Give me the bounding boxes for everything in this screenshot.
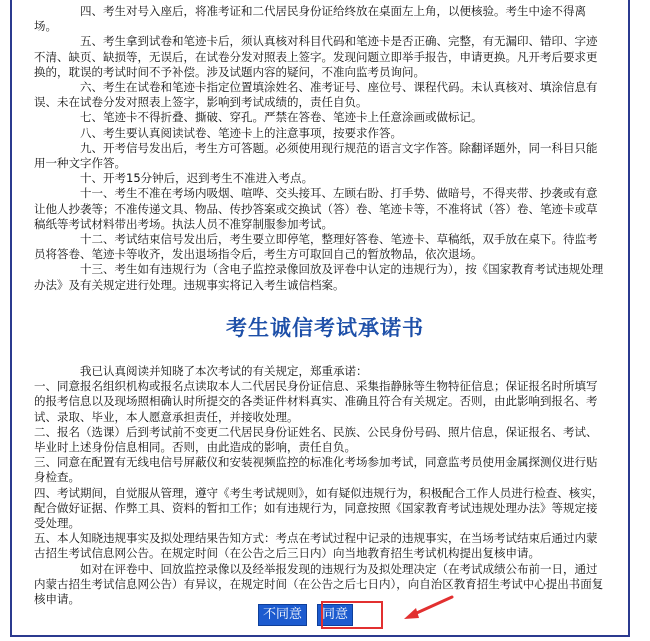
pledge-paragraph: 四、考试期间，自觉服从管理，遵守《考生考试规则》，如有疑似违规行为，积极配合工作人员进行检查、核实，配合做好证据、作弊工具、资料的暂扣工作；如有违规行为，同意按照《国家教育考试违规处理办法》等规定接受处理。 bbox=[34, 485, 604, 531]
rule-paragraph: 十三、考生如有违规行为（含电子监控录像回放及评卷中认定的违规行为），按《国家教育考试违规处理办法》及有关规定进行处理。违规事实将记入考生诚信档案。 bbox=[34, 262, 604, 292]
pledge-title: 考生诚信考试承诺书 bbox=[226, 315, 424, 340]
rule-paragraph: 六、考生在试卷和笔迹卡指定位置填涂姓名、准考证号、座位号、课程代码。未认真核对、填涂信息有误、未在试卷分发对照表上签字，影响到考试成绩的，责任自负。 bbox=[34, 80, 598, 110]
rule-paragraph: 七、笔迹卡不得折叠、撕破、穿孔。严禁在答卷、笔迹卡上任意涂画或做标记。 bbox=[80, 110, 483, 125]
pledge-paragraph: 二、报名（选课）后到考试前不变更二代居民身份证姓名、民族、公民身份号码、照片信息，保证报名、考试、毕业时上述身份信息相同。否则，由此造成的影响，责任自负。 bbox=[34, 424, 598, 455]
rule-paragraph: 十二、考试结束信号发出后，考生要立即停笔，整理好答卷、笔迹卡、草稿纸，双手放在桌下。待监考员将答卷、笔迹卡等收齐，发出退场指令后，考生方可取回自己的暂放物品，依次退场。 bbox=[34, 232, 598, 262]
rule-paragraph: 九、开考信号发出后，考生方可答题。必须使用现行规范的语言文字作答。除翻译题外，同一科目只能用一种文字作答。 bbox=[34, 140, 598, 171]
agree-button[interactable]: 同意 bbox=[317, 604, 353, 626]
rule-paragraph: 四、考生对号入座后，将准考证和二代居民身份证给终放在桌面左上角，以便核验。考生中途不得离场。 bbox=[34, 4, 586, 34]
rule-paragraph: 十、开考15分钟后，迟到考生不准进入考点。 bbox=[80, 171, 314, 186]
pledge-paragraph: 五、本人知晓违规事实及拟处理结果告知方式：考点在考试过程中记录的违规事实，在当场考试结束后通过内蒙古招生考试信息网公告。在规定时间（在公告之后三日内）向当地教育招生考试机构提出复核申请。 bbox=[34, 531, 598, 561]
pledge-paragraph: 如对在评卷中、回放监控录像以及经举报发现的违规行为及拟处理决定（在考试成绩公布前一日，通过内蒙古招生考试信息网公告）有异议，在规定时间（在公告之后七日内），向自治区教育招生考试中心提出书面复核申请。 bbox=[34, 561, 604, 607]
disagree-button[interactable]: 不同意 bbox=[258, 604, 307, 626]
agree-highlight-box bbox=[321, 601, 383, 629]
rule-paragraph: 五、考生拿到试卷和笔迹卡后，须认真核对科目代码和笔迹卡是否正确、完整，有无漏印、错印、字迹不清、缺页、缺损等，无误后，在试卷分发对照表上签字。发现问题立即举手报告，申请更换。凡开考后要求更换的，耽误的考试时间不予补偿。涉及试题内容的疑问，不准向监考员询问。 bbox=[34, 34, 598, 79]
pledge-paragraph: 三、同意在配置有无线电信号屏蔽仪和安装视频监控的标准化考场参加考试，同意监考员使用金属探测仪进行贴身检查。 bbox=[34, 455, 598, 485]
pledge-paragraph: 一、同意报名组织机构或报名点读取本人二代居民身份证信息、采集指静脉等生物特征信息；保证报名时所填写的报考信息以及现场照相确认时所提交的各类证件材料真实、准确且符合有关规定。否则，由此影响到报名、考试、录取、毕业，本人愿意承担责任，并接收处理。 bbox=[34, 379, 598, 424]
pointer-arrow-icon bbox=[400, 593, 456, 623]
rule-paragraph: 八、考生要认真阅读试卷、笔迹卡上的注意事项，按要求作答。 bbox=[80, 125, 402, 140]
rule-paragraph: 十一、考生不准在考场内吸烟、喧哗、交头接耳、左顾右盼、打手势、做暗号，不得夹带、抄袭或有意让他人抄袭等；不准传递文具、物品、传抄答案或交换试（答）卷、笔迹卡等，不准将试（答）卷、笔迹卡或草稿纸等考试材料带出考场。执法人员不准穿制服参加考试。 bbox=[34, 186, 598, 231]
pledge-paragraph: 我已认真阅读并知晓了本次考试的有关规定，郑重承诺： bbox=[80, 364, 368, 378]
pledge-text bbox=[34, 364, 604, 607]
exam-rules bbox=[34, 4, 604, 293]
